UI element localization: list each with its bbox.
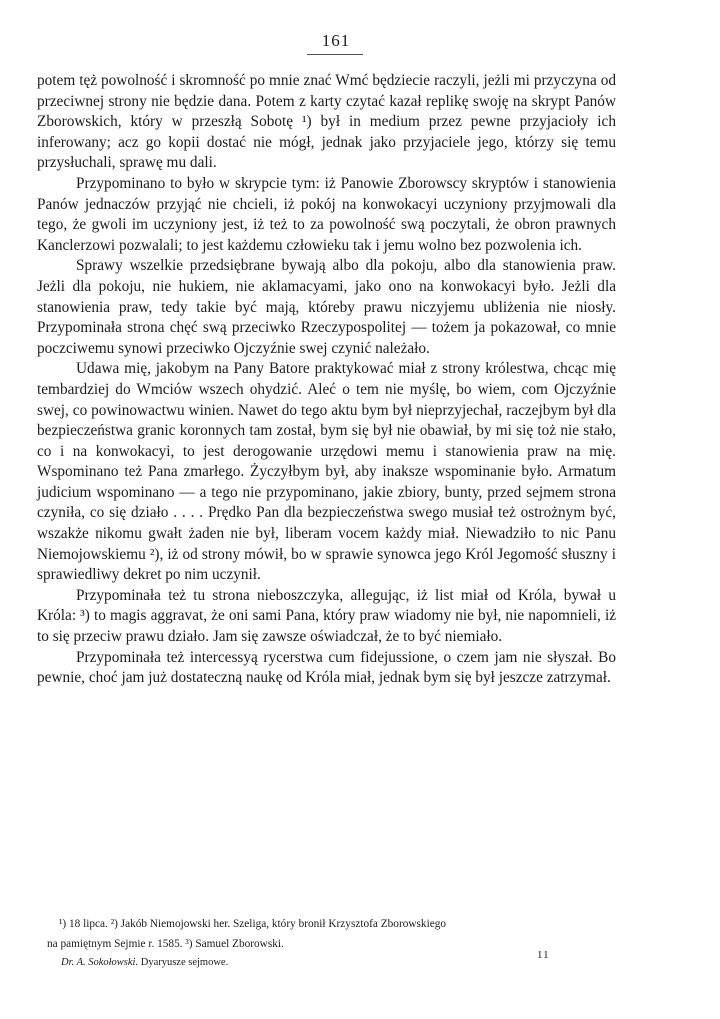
paragraph-6: Przypominała też intercessyą rycerstwa cum fidejussione, o czem jam nie słyszał. Bo pewnie, choć jam już dostateczną naukę od Króla miał, jednak bym się był jeszcze zatrzymał. <box>37 648 616 687</box>
signature-mark: 11 <box>537 949 550 961</box>
page-number-rule <box>307 54 363 55</box>
paragraph-1: potem tęż powolność i skromność po mnie znać Wmć będziecie raczyli, jeżli mi przyczyna od przeciwnej strony nie będzie dana. Potem z karty czytać kazał replikę swoję na skrypt Panów Zborowskich, który w przeszłą Sobotę ¹) był in medium przez pewne przyjacioły ich inferowany; acz go kopii dostać nie mógł, jednak jako przyjaciele jego, którzy się temu przysłuchali, sprawę mu dali. <box>37 72 616 172</box>
body-text <box>37 71 616 689</box>
footnote-line-2: na pamiętnym Sejmie r. 1585. ³) Samuel Zborowski. <box>47 937 284 950</box>
paragraph-5: Przypominała też tu strona nieboszczyka, allegując, iż list miał od Króla, bywał u Króla: ³) to magis aggravat, że oni sami Pana, który praw wiadomy nie był, nie napomnieli, iż to się przeciw prawu działo. Jam się zawsze oświadczał, że to być niemiało. <box>37 586 616 646</box>
footer <box>61 957 561 968</box>
footer-author: Dr. A. Sokołowski. <box>61 957 139 968</box>
paragraph-4: Udawa mię, jakobym na Pany Batore praktykować miał z strony królestwa, chcąc mię tembardziej do Wmciów wszech ohydzić. Aleć o tem nie myślę, bo wiem, com Ojczyźnie swej, co powinowactwu winien. Nawet do tego aktu bym był nieprzyjechał, raczejbym był dla bezpieczeństwa granic koronnych tam został, bym się był nie obawiał, by mi się toż nie stało, co i na konwokacyi, to jest derogowanie urzędowi memu i stanowienia praw na mię. Wspominano też Pana zmarłego. Życzyłbym był, aby inaksze wspominanie było. Armatum judicium wspominano — a tego nie przypominano, jakie zbiory, bunty, przed sejmem strona czyniła, co się działo . . . . Prędko Pan dla bezpieczeństwa swego musiał też ostrożnym być, wszakże nikomu gwałt żaden nie był, liberam vocem każdy miał. Niewadziło to nic Panu Niemojowskiemu ²), iż od strony mówił, bo w sprawie synowca jego Król Jegomość słuszny i sprawiedliwy dekret po nim uczynił. <box>37 360 616 584</box>
footnote-line-1: ¹) 18 lipca. ²) Jakób Niemojowski her. Szeliga, który bronił Krzysztofa Zborowskiego <box>59 918 447 930</box>
page-number: 161 <box>321 31 351 50</box>
footer-title: Dyaryusze sejmowe. <box>140 957 229 968</box>
footnotes <box>47 915 622 954</box>
paragraph-2: Przypominano to było w skrypcie tym: iż Panowie Zborowscy skryptów i stanowienia Panów jednaczów przyjąć nie chcieli, iż pokój na konwokacyi uczyniony przyjmowali dla tego, że gwoli im uczyniony jest, iż też to za powolność swą poczytali, że obron prawnych Kanclerzowi pozwalali; to jest każdemu człowieku tak i jemu wolno bez pozwolenia ich. <box>37 174 616 254</box>
paragraph-3: Sprawy wszelkie przedsiębrane bywają albo dla pokoju, albo dla stanowienia praw. Jeżli dla pokoju, nie hukiem, nie aklamacyami, jako ono na konwokacyi było. Jeżli dla stanowienia praw, tedy takie być mają, któreby prawu niczyjemu ubliżenia nie niosły. Przypominała strona chęć swą przeciwko Rzeczypospolitej — tożem ja pokazował, co mnie poczciwemu synowi przeciwko Ojczyźnie swej czynić należało. <box>37 257 616 357</box>
